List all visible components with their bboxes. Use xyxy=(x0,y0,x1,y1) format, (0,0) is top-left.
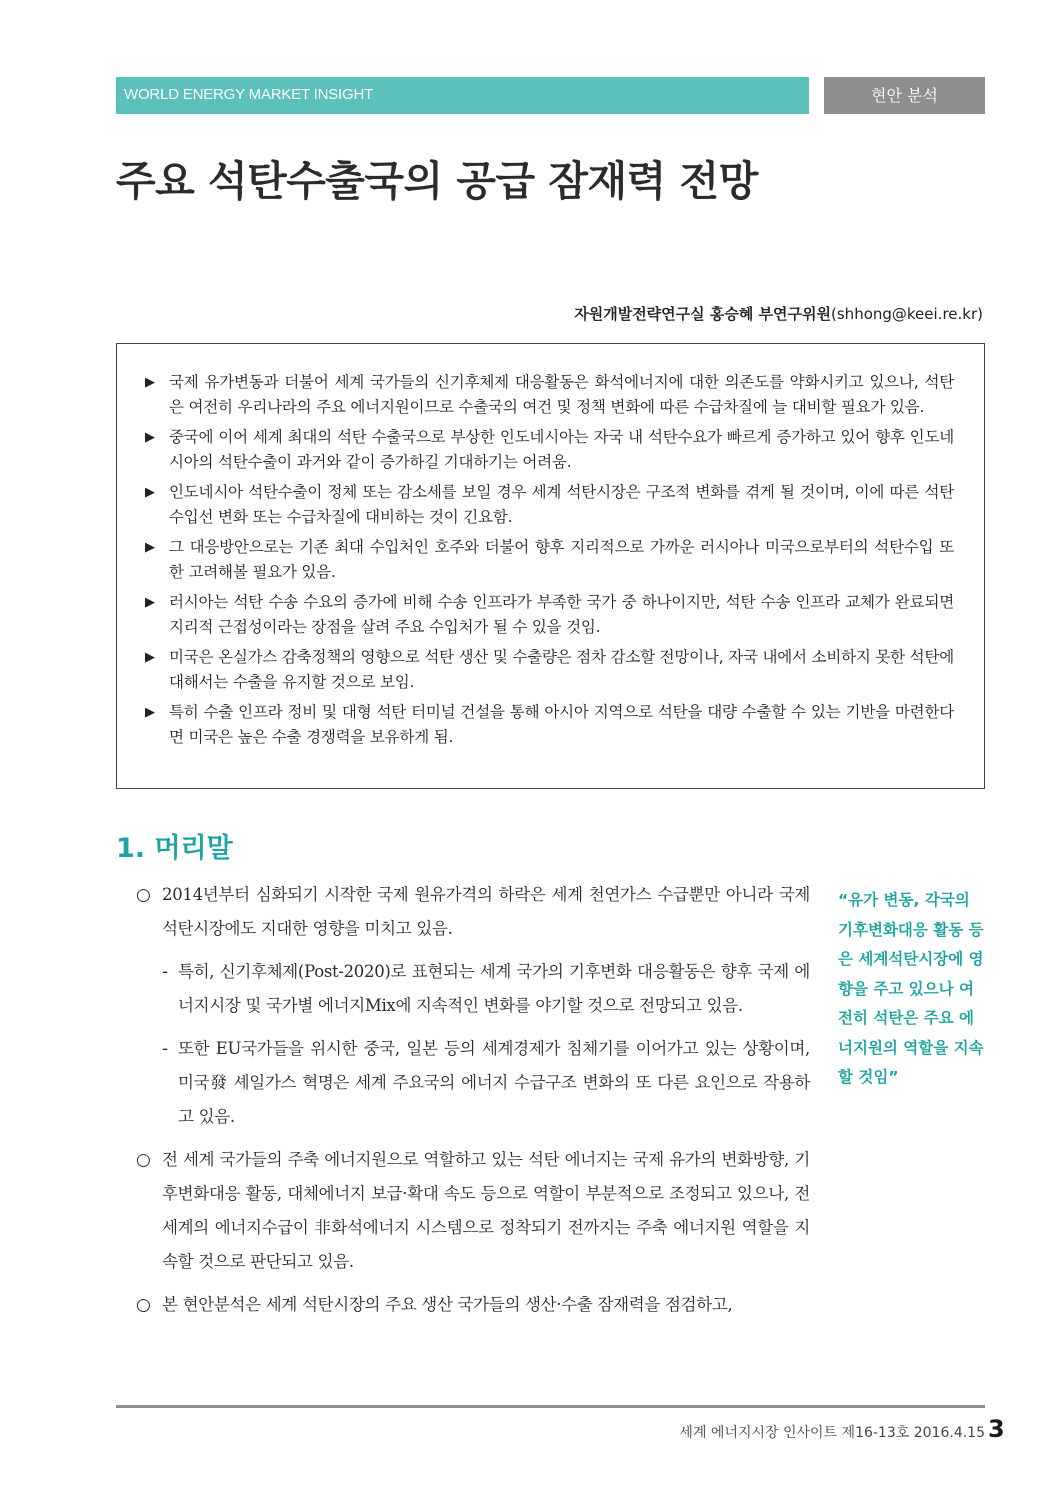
circle-bullet-icon: ○ xyxy=(136,1295,151,1315)
dash-bullet-icon: - xyxy=(162,1039,168,1059)
summary-item xyxy=(145,535,954,585)
summary-text: 인도네시아 석탄수출이 정체 또는 감소세를 보일 경우 세계 석탄시장은 구조적 변화를 겪게 될 것이며, 이에 따른 석탄 수입선 변화 또는 수급차질에 대비하는 것이 긴요함. xyxy=(169,483,954,526)
summary-item xyxy=(145,645,954,695)
author-line xyxy=(574,303,983,324)
summary-text: 미국은 온실가스 감축정책의 영향으로 석탄 생산 및 수출량은 점차 감소할 전망이나, 자국 내에서 소비하지 못한 석탄에 대해서는 수출을 유지할 것으로 보임. xyxy=(169,648,954,691)
paragraph-text: 본 현안분석은 세계 석탄시장의 주요 생산 국가들의 생산·수출 잠재력을 점검하고, xyxy=(162,1295,733,1314)
sub-paragraph xyxy=(116,1032,810,1134)
triangle-bullet-icon: ▶ xyxy=(145,485,155,500)
circle-bullet-icon: ○ xyxy=(136,1150,151,1170)
section-heading: 1. 머리말 xyxy=(116,833,233,864)
triangle-bullet-icon: ▶ xyxy=(145,375,155,390)
triangle-bullet-icon: ▶ xyxy=(145,595,155,610)
summary-text: 국제 유가변동과 더불어 세계 국가들의 신기후체제 대응활동은 화석에너지에 대한 의존도를 약화시키고 있으나, 석탄은 여전히 우리나라의 주요 에너지원이므로 수출국의 여건 및 정책 변화에 따른 수급차질에 늘 대비할 필요가 있음. xyxy=(169,373,954,416)
summary-item xyxy=(145,700,954,750)
paragraph-text: 또한 EU국가들을 위시한 중국, 일본 등의 세계경제가 침체기를 이어가고 있는 상황이며, 미국發 셰일가스 혁명은 세계 주요국의 에너지 수급구조 변화의 또 다른 요인으로 작용하고 있음. xyxy=(178,1039,810,1126)
footer-issue: 제16-13호 xyxy=(841,1425,910,1441)
page-number: 3 xyxy=(988,1415,1005,1443)
circle-bullet-icon: ○ xyxy=(136,885,151,905)
summary-text: 특히 수출 인프라 정비 및 대형 석탄 터미널 건설을 통해 아시아 지역으로 석탄을 대량 수출할 수 있는 기반을 마련한다면 미국은 높은 수출 경쟁력을 보유하게 됨. xyxy=(169,703,954,746)
body-text xyxy=(116,878,810,1331)
triangle-bullet-icon: ▶ xyxy=(145,540,155,555)
sub-paragraph xyxy=(116,955,810,1023)
footer-divider xyxy=(116,1405,985,1408)
summary-item xyxy=(145,480,954,530)
summary-item xyxy=(145,425,954,475)
header-series-text: WORLD ENERGY MARKET INSIGHT xyxy=(124,86,374,103)
triangle-bullet-icon: ▶ xyxy=(145,430,155,445)
summary-text: 그 대응방안으로는 기존 최대 수입처인 호주와 더불어 향후 지리적으로 가까운 러시아나 미국으로부터의 석탄수입 또한 고려해볼 필요가 있음. xyxy=(169,538,954,581)
header-series-bar xyxy=(116,77,809,114)
summary-text: 중국에 이어 세계 최대의 석탄 수출국으로 부상한 인도네시아는 자국 내 석탄수요가 빠르게 증가하고 있어 향후 인도네시아의 석탄수출이 과거와 같이 증가하길 기대하기는 어려움. xyxy=(169,428,954,471)
paragraph-text: 특히, 신기후체제(Post-2020)로 표현되는 세계 국가의 기후변화 대응활동은 향후 국제 에너지시장 및 국가별 에너지Mix에 지속적인 변화를 야기할 것으로 전망되고 있음. xyxy=(178,962,810,1015)
header-category-tag: 현안 분석 xyxy=(824,77,985,114)
author-email: (shhong@keei.re.kr) xyxy=(831,305,983,323)
summary-text: 러시아는 석탄 수송 수요의 증가에 비해 수송 인프라가 부족한 국가 중 하나이지만, 석탄 수송 인프라 교체가 완료되면 지리적 근접성이라는 장점을 살려 주요 수입처가 될 수 있을 것임. xyxy=(169,593,954,636)
paragraph-text: 2014년부터 심화되기 시작한 국제 원유가격의 하락은 세계 천연가스 수급뿐만 아니라 국제 석탄시장에도 지대한 영향을 미치고 있음. xyxy=(162,885,810,938)
triangle-bullet-icon: ▶ xyxy=(145,705,155,720)
paragraph xyxy=(116,1288,810,1322)
author-dept: 자원개발전략연구실 홍승혜 부연구위원 xyxy=(574,305,832,323)
paragraph-text: 전 세계 국가들의 주축 에너지원으로 역할하고 있는 석탄 에너지는 국제 유가의 변화방향, 기후변화대응 활동, 대체에너지 보급·확대 속도 등으로 역할이 부분적으로 조정되고 있으나, 전 세계의 에너지수급이 非화석에너지 시스템으로 정착되기 전까지는 주축 에너지원 역할을 지속할 것으로 판단되고 있음. xyxy=(162,1150,810,1271)
triangle-bullet-icon: ▶ xyxy=(145,650,155,665)
footer-date: 2016.4.15 xyxy=(913,1425,985,1441)
summary-box xyxy=(116,343,985,789)
paragraph xyxy=(116,1143,810,1279)
footer-publication: 세계 에너지시장 인사이트 xyxy=(679,1425,838,1441)
dash-bullet-icon: - xyxy=(162,962,168,982)
pull-quote: “유가 변동, 각국의 기후변화대응 활동 등은 세계석탄시장에 영향을 주고 있으나 여전히 석탄은 주요 에너지원의 역할을 지속할 것임” xyxy=(838,891,984,1086)
summary-item xyxy=(145,590,954,640)
paragraph xyxy=(116,878,810,946)
footer-info xyxy=(679,1422,985,1442)
page-title: 주요 석탄수출국의 공급 잠재력 전망 xyxy=(116,157,758,205)
summary-item xyxy=(145,370,954,420)
